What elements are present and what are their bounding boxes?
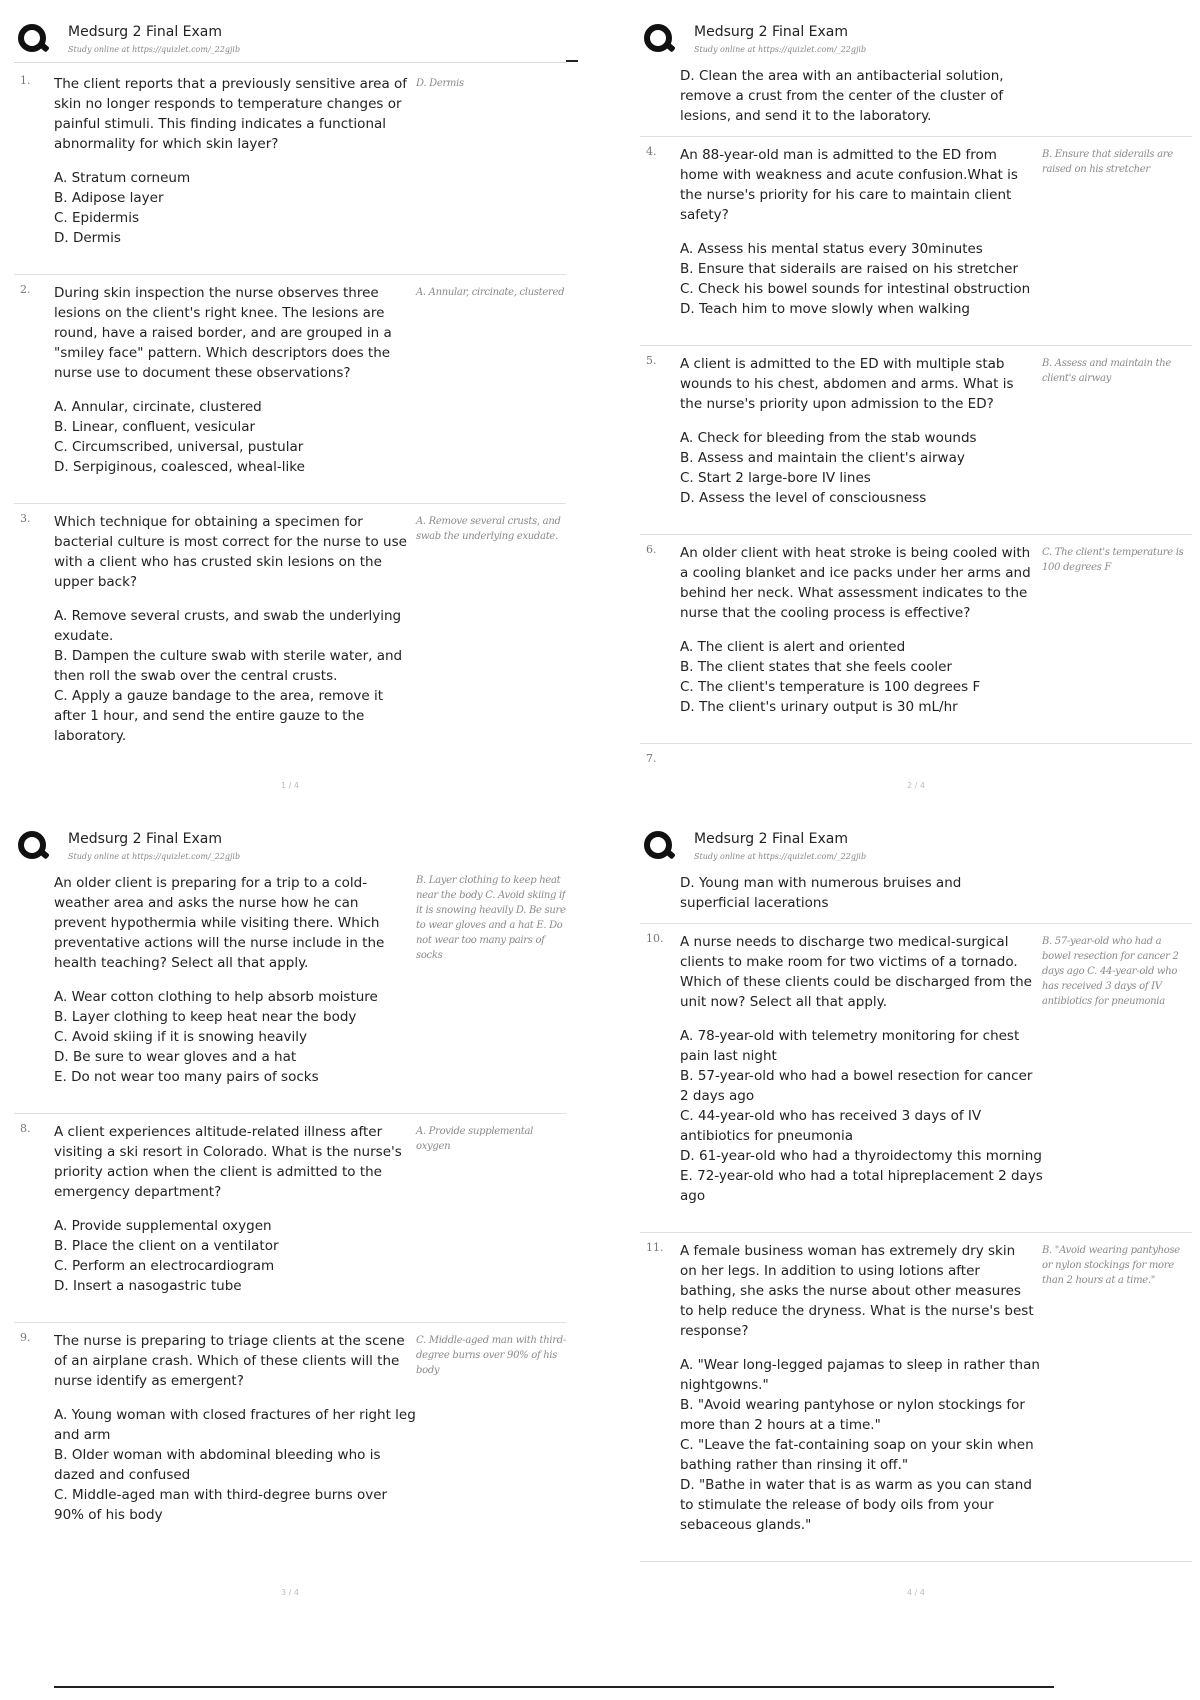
answer-options: [54, 606, 419, 746]
question-text: The client reports that a previously sensitive area of skin no longer responds to temperature changes or painful stimuli. This finding indicates a functional abnormality for which skin layer?: [54, 76, 408, 152]
page-header: [14, 18, 566, 66]
option: D. Assess the level of consciousness: [680, 490, 927, 506]
option: B. Layer clothing to keep heat near the body: [54, 1009, 357, 1025]
question-block: [640, 744, 1192, 765]
answer-text: A. Annular, circinate, clustered: [416, 287, 565, 298]
option: E. Do not wear too many pairs of socks: [54, 1069, 319, 1085]
option: A. 78-year-old with telemetry monitoring for chest pain last night: [680, 1028, 1020, 1064]
answer-options: [680, 1355, 1045, 1535]
page-number: 3 / 4: [281, 1588, 299, 1597]
question-number: 2.: [20, 283, 31, 296]
answer-options: [54, 1216, 419, 1296]
page-header: [640, 825, 1192, 873]
question-block: [14, 504, 566, 772]
question-number: 1.: [20, 74, 31, 87]
question-block: [14, 1323, 566, 1551]
question-text: An 88-year-old man is admitted to the ED from home with weakness and acute confusion.What is the nurse's priority for his care to maintain client safety?: [680, 147, 1018, 223]
quizlet-logo-icon: [644, 24, 672, 52]
study-online-link[interactable]: Study online at https://quizlet.com/_22gjib: [694, 45, 867, 54]
answer-options: [54, 168, 419, 248]
question-text: A client is admitted to the ED with multiple stab wounds to his chest, abdomen and arms. What is the nurse's priority upon admission to the ED?: [680, 356, 1014, 412]
page-header: [640, 18, 1192, 66]
question-text: A client experiences altitude-related illness after visiting a ski resort in Colorado. What is the nurse's priority action when the client is admitted to the emergency department?: [54, 1124, 402, 1200]
study-online-link[interactable]: Study online at https://quizlet.com/_22gjib: [68, 852, 241, 861]
answer-options: [680, 1026, 1045, 1206]
question-number: 5.: [646, 354, 657, 367]
question-block: [640, 924, 1192, 1233]
option: B. Place the client on a ventilator: [54, 1238, 279, 1254]
option: B. Dampen the culture swab with sterile water, and then roll the swab over the central crusts.: [54, 648, 403, 684]
answer-options: [54, 397, 419, 477]
option: B. 57-year-old who had a bowel resection for cancer 2 days ago: [680, 1068, 1033, 1104]
option: C. Check his bowel sounds for intestinal obstruction: [680, 281, 1031, 297]
question-number: 4.: [646, 145, 657, 158]
answer-text: B. Layer clothing to keep heat near the body C. Avoid skiing if it is snowing heavily D. Be sure to wear gloves and a hat E. Do not wear too many pairs of socks: [416, 875, 566, 961]
answer-text: B. 57-year-old who had a bowel resection for cancer 2 days ago C. 44-year-old who has received 3 days of IV antibiotics for pneumonia: [1042, 936, 1179, 1007]
question-block: [14, 66, 566, 275]
answer-text: D. Dermis: [416, 78, 464, 89]
option: A. Remove several crusts, and swab the underlying exudate.: [54, 608, 402, 644]
question-block: [14, 275, 566, 504]
document-page-4: [640, 825, 1192, 1615]
option: D. 61-year-old who had a thyroidectomy this morning: [680, 1148, 1042, 1164]
option: C. Start 2 large-bore IV lines: [680, 470, 871, 486]
page-number: 4 / 4: [907, 1588, 925, 1597]
question-number: 9.: [20, 1331, 31, 1344]
continued-options: [640, 873, 1192, 924]
question-block: [640, 137, 1192, 346]
question-number: 8.: [20, 1122, 31, 1135]
question-text: An older client with heat stroke is being cooled with a cooling blanket and ice packs under her arms and behind her neck. What assessment indicates to the nurse that the cooling process is effective?: [680, 545, 1031, 621]
question-text: The nurse is preparing to triage clients at the scene of an airplane crash. Which of these clients will the nurse identify as emergent?: [54, 1333, 405, 1389]
study-online-link[interactable]: Study online at https://quizlet.com/_22gjib: [68, 45, 241, 54]
page-number: 1 / 4: [281, 781, 299, 790]
option: C. Middle-aged man with third-degree burns over 90% of his body: [54, 1487, 388, 1523]
option: B. "Avoid wearing pantyhose or nylon stockings for more than 2 hours at a time.": [680, 1397, 1025, 1433]
option: D. The client's urinary output is 30 mL/hr: [680, 699, 958, 715]
answer-text: C. The client's temperature is 100 degrees F: [1042, 547, 1184, 573]
question-number: 10.: [646, 932, 664, 945]
answer-options: [54, 1405, 419, 1525]
question-number: 7.: [646, 752, 657, 765]
quizlet-logo-icon: [644, 831, 672, 859]
answer-text: A. Provide supplemental oxygen: [416, 1126, 534, 1152]
option: B. The client states that she feels cooler: [680, 659, 953, 675]
option: C. Perform an electrocardiogram: [54, 1258, 275, 1274]
question-text: Which technique for obtaining a specimen for bacterial culture is most correct for the nurse to use with a client who has crusted skin lesions on the upper back?: [54, 514, 407, 590]
question-block: [640, 346, 1192, 535]
page-title: Medsurg 2 Final Exam: [694, 24, 849, 40]
continued-option: D. Clean the area with an antibacterial solution, remove a crust from the center of the cluster of lesions, and send it to the laboratory.: [680, 68, 1004, 124]
answer-options: [680, 637, 1045, 717]
answer-text: C. Middle-aged man with third-degree burns over 90% of his body: [416, 1335, 566, 1376]
option: A. Young woman with closed fractures of her right leg and arm: [54, 1407, 416, 1443]
answer-text: B. "Avoid wearing pantyhose or nylon stockings for more than 2 hours at a time.": [1042, 1245, 1180, 1286]
question-number: 6.: [646, 543, 657, 556]
question-text: A nurse needs to discharge two medical-surgical clients to make room for two victims of a tornado. Which of these clients could be discharged from the unit now? Select all that apply.: [680, 934, 1032, 1010]
quizlet-logo-icon: [18, 24, 46, 52]
option: C. "Leave the fat-containing soap on your skin when bathing rather than rinsing it off.": [680, 1437, 1034, 1473]
quizlet-logo-icon: [18, 831, 46, 859]
option: A. Assess his mental status every 30minutes: [680, 241, 983, 257]
answer-options: [680, 239, 1045, 319]
question-block: [14, 1114, 566, 1323]
option: E. 72-year-old who had a total hipreplacement 2 days ago: [680, 1168, 1043, 1204]
option: B. Linear, confluent, vesicular: [54, 419, 256, 435]
page-title: Medsurg 2 Final Exam: [68, 24, 223, 40]
header-divider: [14, 62, 566, 63]
page-header: [14, 825, 566, 873]
option: C. 44-year-old who has received 3 days of IV antibiotics for pneumonia: [680, 1108, 982, 1144]
continued-option: D. Young man with numerous bruises and superficial lacerations: [680, 875, 962, 911]
option: C. The client's temperature is 100 degrees F: [680, 679, 981, 695]
option: A. "Wear long-legged pajamas to sleep in rather than nightgowns.": [680, 1357, 1040, 1393]
option: D. "Bathe in water that is as warm as you can stand to stimulate the release of body oils from your sebaceous glands.": [680, 1477, 1032, 1533]
document-page-3: [14, 825, 566, 1615]
option: A. The client is alert and oriented: [680, 639, 906, 655]
option: B. Assess and maintain the client's airway: [680, 450, 965, 466]
option: C. Avoid skiing if it is snowing heavily: [54, 1029, 307, 1045]
page-title: Medsurg 2 Final Exam: [68, 831, 223, 847]
document-page-2: [640, 18, 1192, 808]
option: B. Ensure that siderails are raised on his stretcher: [680, 261, 1019, 277]
option: C. Apply a gauze bandage to the area, remove it after 1 hour, and send the entire gauze to the laboratory.: [54, 688, 384, 744]
option: D. Teach him to move slowly when walking: [680, 301, 970, 317]
study-online-link[interactable]: Study online at https://quizlet.com/_22gjib: [694, 852, 867, 861]
question-block: [14, 873, 566, 1114]
option: C. Epidermis: [54, 210, 139, 226]
continued-options: [640, 66, 1192, 137]
option: B. Adipose layer: [54, 190, 164, 206]
page-number: 2 / 4: [907, 781, 925, 790]
answer-text: B. Ensure that siderails are raised on his stretcher: [1042, 149, 1173, 175]
answer-text: B. Assess and maintain the client's airway: [1042, 358, 1171, 384]
option: A. Wear cotton clothing to help absorb moisture: [54, 989, 378, 1005]
option: A. Stratum corneum: [54, 170, 191, 186]
option: D. Be sure to wear gloves and a hat: [54, 1049, 297, 1065]
question-block: [640, 535, 1192, 744]
option: D. Dermis: [54, 230, 121, 246]
document-page-1: [14, 18, 566, 808]
answer-options: [54, 987, 419, 1087]
question-text: During skin inspection the nurse observes three lesions on the client's right knee. The lesions are round, have a raised border, and are grouped in a "smiley face" pattern. Which descriptors does the nurse use to document these observations?: [54, 285, 392, 381]
option: B. Older woman with abdominal bleeding who is dazed and confused: [54, 1447, 381, 1483]
option: A. Check for bleeding from the stab wounds: [680, 430, 977, 446]
answer-options: [680, 428, 1045, 508]
option: D. Insert a nasogastric tube: [54, 1278, 242, 1294]
option: C. Circumscribed, universal, pustular: [54, 439, 304, 455]
question-text: An older client is preparing for a trip to a cold-weather area and asks the nurse how he can prevent hypothermia while visiting there. Which preventative actions will the nurse include in the health teaching? Select all that apply.: [54, 875, 385, 971]
bottom-divider: [54, 1686, 1054, 1688]
question-number: 3.: [20, 512, 31, 525]
option: A. Provide supplemental oxygen: [54, 1218, 272, 1234]
question-block: [640, 1233, 1192, 1562]
option: D. Serpiginous, coalesced, wheal-like: [54, 459, 305, 475]
page-title: Medsurg 2 Final Exam: [694, 831, 849, 847]
question-number: 11.: [646, 1241, 664, 1254]
option: A. Annular, circinate, clustered: [54, 399, 262, 415]
question-text: A female business woman has extremely dry skin on her legs. In addition to using lotions after bathing, she asks the nurse about other measures to help reduce the dryness. What is the nurse's best response?: [680, 1243, 1034, 1339]
answer-text: A. Remove several crusts, and swab the underlying exudate.: [416, 516, 561, 542]
